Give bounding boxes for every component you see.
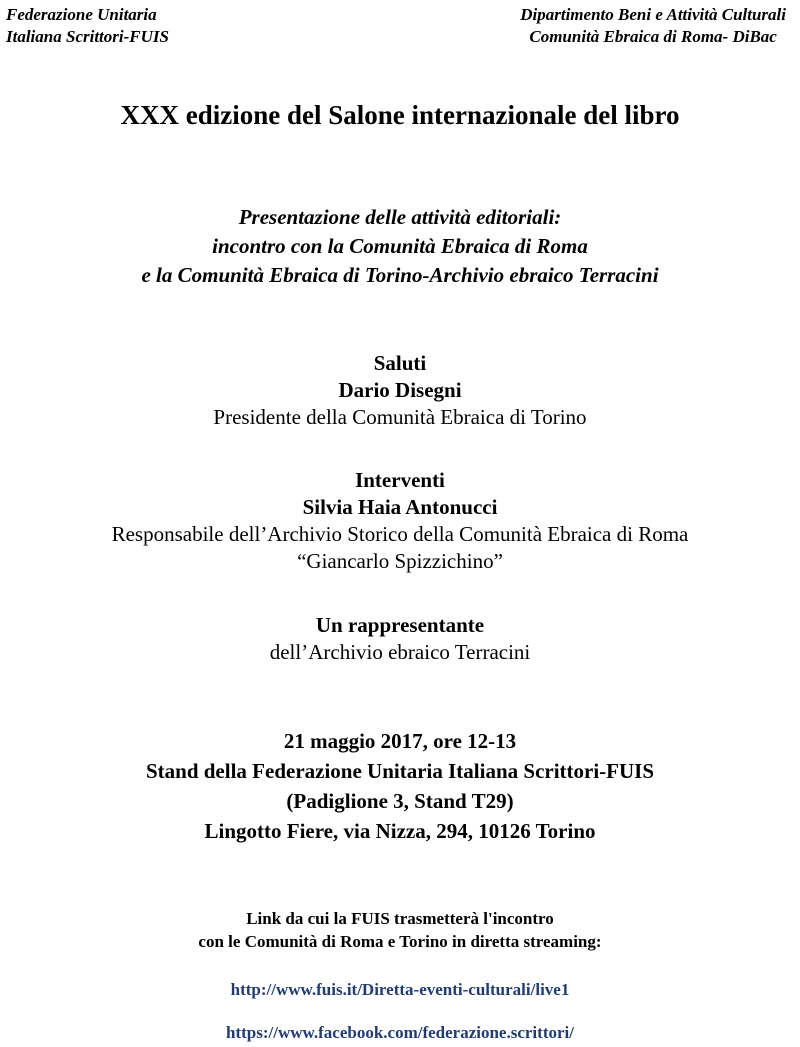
header-left-line2: Italiana Scrittori-FUIS xyxy=(6,27,169,46)
streaming-intro-line1: Link da cui la FUIS trasmetterà l'incontro xyxy=(246,909,554,928)
event-date: 21 maggio 2017, ore 12-13 xyxy=(283,729,517,753)
subtitle-line3: e la Comunità Ebraica di Torino-Archivio ebraico Terracini xyxy=(141,263,659,287)
header-left-line1: Federazione Unitaria xyxy=(6,5,157,24)
saluti-speaker-name: Dario Disegni xyxy=(338,378,462,402)
interventi-heading: Interventi xyxy=(355,468,445,492)
rappresentante-heading: Un rappresentante xyxy=(315,613,485,637)
saluti-section xyxy=(0,350,800,431)
fuis-live-link[interactable]: http://www.fuis.it/Diretta-eventi-culturali/live1 xyxy=(230,980,570,999)
interventi-speaker-role-line1: Responsabile dell’Archivio Storico della Comunità Ebraica di Roma xyxy=(111,522,689,546)
event-details xyxy=(0,726,800,846)
saluti-heading: Saluti xyxy=(373,351,427,375)
interventi-speaker-role-line2: “Giancarlo Spizzichino” xyxy=(297,549,503,573)
header-left-organization xyxy=(6,4,169,48)
streaming-intro-line2: con le Comunità di Roma e Torino in diretta streaming: xyxy=(198,932,602,951)
interventi-speaker-name: Silvia Haia Antonucci xyxy=(302,495,498,519)
event-address: Lingotto Fiere, via Nizza, 294, 10126 Torino xyxy=(204,819,596,843)
subtitle-line2: incontro con la Comunità Ebraica di Roma xyxy=(212,234,588,258)
facebook-link[interactable]: https://www.facebook.com/federazione.scrittori/ xyxy=(226,1023,574,1042)
rappresentante-section xyxy=(0,612,800,666)
header-right-line1: Dipartimento Beni e Attività Culturali xyxy=(520,5,786,24)
header-right-organization xyxy=(520,4,786,48)
event-stand: Stand della Federazione Unitaria Italiana Scrittori-FUIS xyxy=(145,759,655,783)
rappresentante-role: dell’Archivio ebraico Terracini xyxy=(269,640,531,664)
subtitle-line1: Presentazione delle attività editoriali: xyxy=(238,205,562,229)
streaming-intro xyxy=(0,907,800,953)
header-right-line2: Comunità Ebraica di Roma- DiBac xyxy=(529,27,777,46)
event-pavilion: (Padiglione 3, Stand T29) xyxy=(286,789,514,813)
saluti-speaker-role: Presidente della Comunità Ebraica di Torino xyxy=(213,405,587,429)
interventi-section xyxy=(0,467,800,575)
page-title: XXX edizione del Salone internazionale del libro xyxy=(120,100,680,130)
event-subtitle xyxy=(0,203,800,290)
